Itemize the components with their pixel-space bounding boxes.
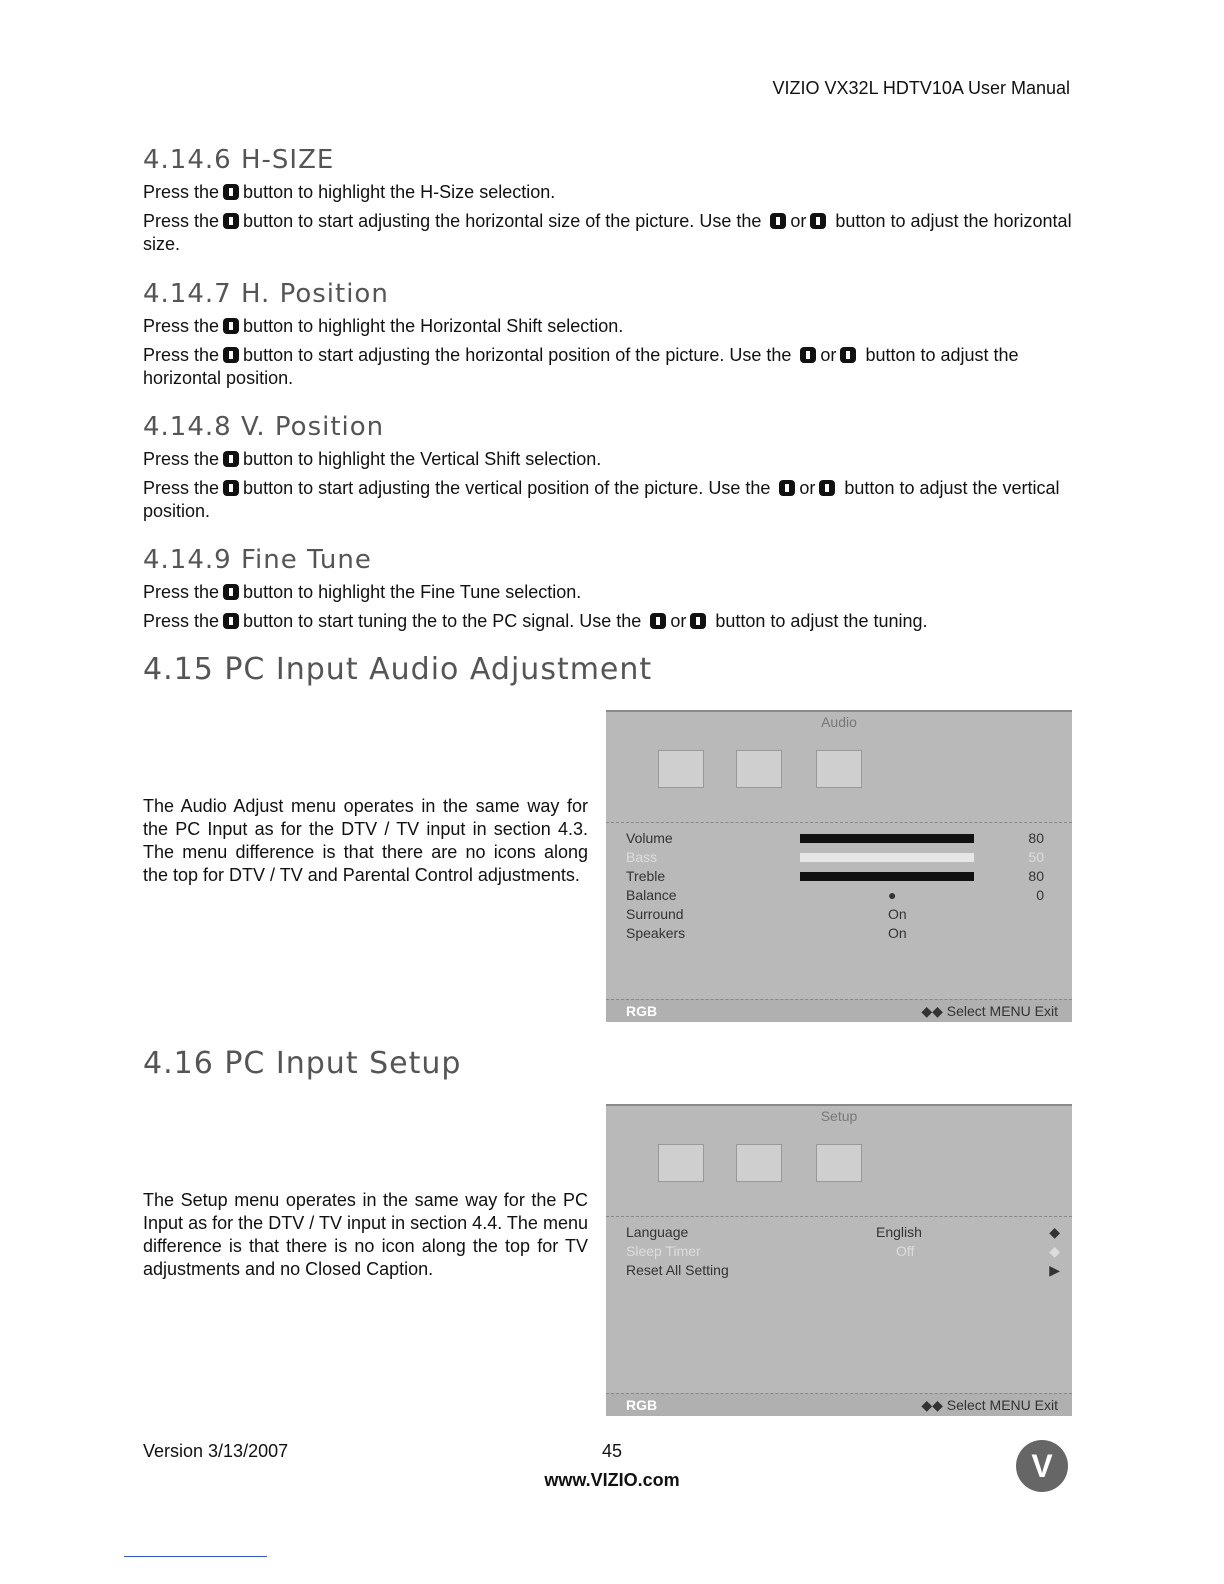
down-button-icon (223, 184, 239, 200)
setup-icon (816, 750, 862, 788)
audio-icon (736, 750, 782, 788)
right-button-icon (223, 613, 239, 629)
section-h-position: 4.14.7 H. Position Press the button to highlight the Horizontal Shift selection. Press the button to start adjusting the horizontal position of the picture. Use the or button to adjust the horizontal position. (143, 279, 1073, 396)
left-button-icon (779, 480, 795, 496)
audio-menu-rows (606, 823, 1072, 943)
menu-row-language[interactable]: Language English ◆ (626, 1224, 1060, 1240)
menu-row-treble[interactable]: Treble 80 (626, 868, 1044, 884)
menu-row-sleep-timer[interactable]: Sleep Timer Off ◆ (626, 1243, 1060, 1259)
right-button-icon (223, 213, 239, 229)
menu-footer (606, 1393, 1072, 1416)
website-link[interactable]: www.VIZIO.com (544, 1470, 680, 1490)
setup-icon (816, 1144, 862, 1182)
audio-description: The Audio Adjust menu operates in the same way for the PC Input as for the DTV / TV input in section 4.3. The menu difference is that there are no icons along the top for DTV / TV and Parental Control adjustments. (143, 796, 588, 885)
menu-row-reset-all[interactable]: Reset All Setting ▶ (626, 1262, 1060, 1278)
menu-row-bass[interactable]: Bass 50 (626, 849, 1044, 865)
page-number: 45 (601, 1441, 623, 1461)
menu-title: Audio (821, 714, 857, 730)
left-button-icon (800, 347, 816, 363)
down-button-icon (223, 451, 239, 467)
right-button-icon (690, 613, 706, 629)
section-h-size: 4.14.6 H-SIZE Press the button to highlight the H-Size selection. Press the button to start adjusting the horizontal size of the picture. Use the or button to adjust the horizontal size. (143, 145, 1072, 254)
treble-bar (800, 872, 974, 881)
picture-icon (658, 1144, 704, 1182)
audio-menu-screenshot (606, 710, 1072, 1022)
menu-hint: ◆◆ Select MENU Exit (921, 1397, 1058, 1413)
section-fine-tune: 4.14.9 Fine Tune Press the button to highlight the Fine Tune selection. Press the button to start tuning the to the PC signal. Use the or button to adjust the tuning. (143, 545, 1073, 639)
right-button-icon (840, 347, 856, 363)
menu-hint: ◆◆ Select MENU Exit (921, 1003, 1058, 1019)
setup-menu-screenshot (606, 1104, 1072, 1416)
right-button-icon (223, 347, 239, 363)
menu-icon-strip (606, 1126, 1072, 1217)
volume-bar (800, 834, 974, 843)
footnote-divider (124, 1556, 267, 1557)
left-button-icon (650, 613, 666, 629)
down-button-icon (223, 584, 239, 600)
input-label: RGB (626, 1397, 658, 1413)
menu-footer (606, 999, 1072, 1022)
section-title: 4.14.9 Fine Tune (143, 545, 372, 575)
menu-title: Setup (820, 1108, 858, 1124)
version-text: Version 3/13/2007 (143, 1441, 289, 1461)
menu-row-balance[interactable]: Balance ● 0 (626, 887, 1044, 903)
menu-icon-strip (606, 732, 1072, 823)
right-button-icon (819, 480, 835, 496)
down-button-icon (223, 318, 239, 334)
setup-description: The Setup menu operates in the same way for the PC Input as for the DTV / TV input in section 4.4. The menu difference is that there is no icon along the top for TV adjustments and no Closed Caption. (143, 1190, 588, 1279)
right-button-icon (223, 480, 239, 496)
section-title: 4.14.8 V. Position (143, 412, 385, 442)
right-button-icon (810, 213, 826, 229)
audio-icon (736, 1144, 782, 1182)
section-title: 4.14.7 H. Position (143, 279, 389, 309)
left-right-arrow-icon: ◆ (1049, 1243, 1060, 1259)
input-label: RGB (626, 1003, 658, 1019)
section-title-audio: 4.15 PC Input Audio Adjustment (143, 652, 653, 687)
left-button-icon (770, 213, 786, 229)
section-v-position: 4.14.8 V. Position Press the button to highlight the Vertical Shift selection. Press the button to start adjusting the vertical position of the picture. Use the or button to adjust the vertical position. (143, 412, 1073, 529)
section-title-setup: 4.16 PC Input Setup (143, 1046, 462, 1081)
menu-row-volume[interactable]: Volume 80 (626, 830, 1044, 846)
setup-menu-rows (606, 1217, 1072, 1280)
manual-header: VIZIO VX32L HDTV10A User Manual (772, 78, 1070, 98)
picture-icon (658, 750, 704, 788)
bass-bar (800, 853, 974, 862)
menu-row-speakers[interactable]: Speakers On (626, 925, 907, 941)
menu-row-surround[interactable]: Surround On (626, 906, 907, 922)
right-arrow-icon: ▶ (1049, 1262, 1060, 1278)
vizio-logo-icon: V (1016, 1440, 1068, 1492)
left-right-arrow-icon: ◆ (1049, 1224, 1060, 1240)
section-title: 4.14.6 H-SIZE (143, 145, 335, 175)
